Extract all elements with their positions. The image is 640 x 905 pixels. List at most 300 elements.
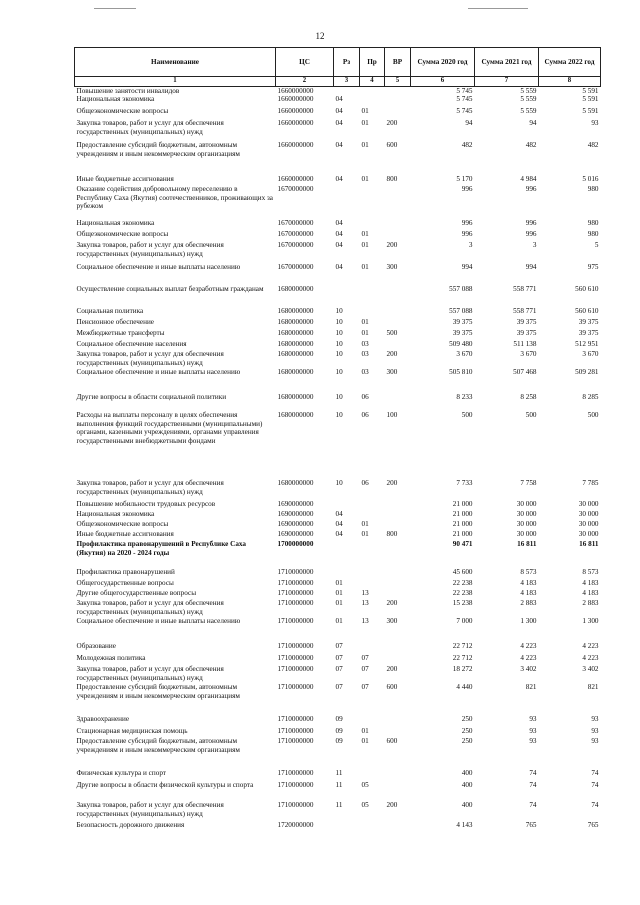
header-sum-2021: Сумма 2021 год	[475, 48, 539, 77]
row-pr-code: 07	[361, 665, 369, 674]
table-row	[75, 715, 601, 727]
row-vr-code: 200	[386, 801, 398, 810]
row-sum-2021: 3 402	[520, 665, 537, 674]
row-rz-code: 10	[335, 350, 343, 359]
row-cs-code: 1680000000	[277, 479, 314, 488]
row-vr-code	[385, 307, 411, 318]
row-pr-code: 13	[361, 599, 369, 608]
row-name: Закупка товаров, работ и услуг для обеспечения государственных (муниципальных) нужд	[76, 665, 224, 682]
row-sum-2022: 93	[591, 119, 599, 128]
row-rz-code: 01	[335, 599, 343, 608]
row-name: Образование	[76, 642, 116, 651]
row-name: Закупка товаров, работ и услуг для обеспечения государственных (муниципальных) нужд	[76, 241, 224, 258]
row-cs-code: 1710000000	[277, 568, 314, 577]
row-cs-code: 1700000000	[277, 540, 314, 549]
row-cs-code: 1710000000	[277, 801, 314, 810]
row-vr-code: 100	[386, 411, 398, 420]
row-cs-code: 1710000000	[277, 727, 314, 736]
row-cs-code: 1670000000	[277, 185, 314, 194]
row-name: Стационарная медицинская помощь	[76, 727, 188, 736]
row-vr-code: 200	[386, 599, 398, 608]
row-vr-code	[385, 86, 411, 95]
row-sum-2020: 557 088	[449, 307, 473, 316]
row-rz-code: 10	[335, 318, 343, 327]
row-rz-code: 09	[335, 737, 343, 746]
header-cs: ЦС	[276, 48, 334, 77]
row-name: Другие вопросы в области социальной политики	[76, 393, 227, 402]
row-name: Национальная экономика	[76, 219, 155, 228]
row-pr-code	[360, 86, 385, 95]
row-name: Молодежная политика	[76, 654, 146, 663]
row-sum-2022: 975	[587, 263, 599, 272]
row-vr-code	[385, 285, 411, 307]
row-cs-code: 1710000000	[277, 737, 314, 746]
table-row	[75, 393, 601, 411]
row-rz-code: 10	[335, 479, 343, 488]
row-rz-code: 01	[335, 579, 343, 588]
row-sum-2020: 996	[461, 185, 473, 194]
row-sum-2022: 5 591	[582, 86, 599, 95]
row-pr-code	[360, 285, 385, 307]
row-cs-code: 1670000000	[277, 241, 314, 250]
row-rz-code: 10	[335, 411, 343, 420]
table-row	[75, 530, 601, 540]
row-sum-2022: 8 285	[582, 393, 599, 402]
row-rz-code: 11	[335, 769, 343, 778]
table-row	[75, 329, 601, 340]
row-pr-code: 01	[361, 230, 369, 239]
row-cs-code: 1680000000	[277, 368, 314, 377]
row-rz-code: 04	[335, 263, 343, 272]
row-sum-2021: 8 573	[520, 568, 537, 577]
table-row	[75, 340, 601, 350]
row-rz-code	[334, 540, 360, 568]
row-sum-2022: 93	[591, 715, 599, 724]
row-sum-2021: 821	[525, 683, 537, 692]
row-cs-code: 1660000000	[277, 86, 314, 95]
table-row	[75, 579, 601, 589]
row-cs-code: 1670000000	[277, 263, 314, 272]
row-sum-2020: 90 471	[452, 540, 473, 549]
row-sum-2022: 7 785	[582, 479, 599, 488]
row-sum-2021: 996	[525, 230, 537, 239]
column-number: 6	[411, 77, 475, 87]
row-cs-code: 1680000000	[277, 393, 314, 402]
row-sum-2022: 8 573	[582, 568, 599, 577]
row-sum-2020: 557 088	[449, 285, 473, 294]
row-pr-code	[360, 715, 385, 727]
row-sum-2022: 39 375	[578, 329, 599, 338]
row-pr-code	[360, 219, 385, 230]
row-sum-2021: 765	[525, 821, 537, 830]
row-sum-2021: 30 000	[516, 530, 537, 539]
row-sum-2022: 980	[587, 230, 599, 239]
row-rz-code	[334, 568, 360, 579]
row-sum-2020: 21 000	[452, 530, 473, 539]
row-vr-code: 600	[386, 737, 398, 746]
row-sum-2020: 4 143	[456, 821, 473, 830]
row-vr-code	[385, 715, 411, 727]
row-name: Социальное обеспечение населения	[76, 340, 187, 349]
row-cs-code: 1680000000	[277, 318, 314, 327]
row-pr-code	[360, 500, 385, 510]
row-cs-code: 1710000000	[277, 579, 314, 588]
row-cs-code: 1660000000	[277, 175, 314, 184]
row-vr-code	[385, 642, 411, 654]
row-sum-2021: 4 183	[520, 589, 537, 598]
row-rz-code: 10	[335, 307, 343, 316]
row-pr-code: 03	[361, 340, 369, 349]
row-name: Общеэкономические вопросы	[76, 107, 169, 116]
row-name: Закупка товаров, работ и услуг для обеспечения государственных (муниципальных) нужд	[76, 599, 224, 616]
row-sum-2022: 500	[587, 411, 599, 420]
table-row	[75, 540, 601, 568]
row-vr-code	[385, 654, 411, 665]
row-cs-code: 1680000000	[277, 411, 314, 420]
row-name: Закупка товаров, работ и услуг для обеспечения государственных (муниципальных) нужд	[76, 801, 224, 818]
row-sum-2020: 22 712	[452, 654, 473, 663]
row-vr-code: 200	[386, 119, 398, 128]
row-vr-code: 300	[386, 368, 398, 377]
column-number: 3	[334, 77, 360, 87]
table-row	[75, 683, 601, 715]
row-vr-code	[385, 230, 411, 241]
row-name: Другие вопросы в области физической культуры и спорта	[76, 781, 254, 790]
row-pr-code: 06	[361, 411, 369, 420]
row-pr-code: 01	[361, 241, 369, 250]
row-pr-code	[360, 568, 385, 579]
table-body	[75, 86, 601, 831]
row-sum-2022: 509 281	[575, 368, 599, 377]
row-cs-code: 1660000000	[277, 95, 314, 104]
row-pr-code: 03	[361, 350, 369, 359]
row-cs-code: 1690000000	[277, 520, 314, 529]
table-row	[75, 241, 601, 263]
row-name: Расходы на выплаты персоналу в целях обеспечения выполнения функций государственными (муниципальными) органами, казенными учреждениями, органами управления государственными внебюджетными фондами	[76, 411, 263, 445]
row-sum-2022: 980	[587, 185, 599, 194]
row-sum-2020: 509 480	[449, 340, 473, 349]
row-name: Здравоохранение	[76, 715, 130, 724]
row-sum-2021: 93	[529, 737, 537, 746]
row-cs-code: 1680000000	[277, 340, 314, 349]
row-pr-code	[360, 821, 385, 831]
row-sum-2021: 500	[525, 411, 537, 420]
row-sum-2022: 1 300	[582, 617, 599, 626]
row-sum-2021: 74	[529, 781, 537, 790]
row-rz-code: 10	[335, 393, 343, 402]
row-pr-code: 01	[361, 520, 369, 529]
table-row	[75, 107, 601, 119]
row-cs-code: 1710000000	[277, 769, 314, 778]
row-rz-code: 04	[335, 230, 343, 239]
row-sum-2022: 765	[587, 821, 599, 830]
table-row	[75, 769, 601, 781]
row-sum-2021: 4 223	[520, 642, 537, 651]
table-row	[75, 185, 601, 219]
column-number: 5	[385, 77, 411, 87]
row-vr-code	[385, 510, 411, 520]
row-cs-code: 1660000000	[277, 141, 314, 150]
row-pr-code	[360, 307, 385, 318]
page-number: 12	[315, 31, 325, 41]
row-pr-code	[360, 769, 385, 781]
row-sum-2020: 400	[461, 781, 473, 790]
table-row	[75, 219, 601, 230]
table-row	[75, 510, 601, 520]
row-rz-code: 01	[335, 589, 343, 598]
row-pr-code: 05	[361, 801, 369, 810]
table-row	[75, 411, 601, 479]
row-name: Осуществление социальных выплат безработным гражданам	[76, 285, 264, 294]
row-vr-code	[385, 219, 411, 230]
table-row	[75, 654, 601, 665]
row-vr-code: 200	[386, 350, 398, 359]
table-row	[75, 599, 601, 617]
row-name: Предоставление субсидий бюджетным, автономным учреждениям и иным некоммерческим организациям	[76, 683, 240, 700]
row-sum-2021: 93	[529, 727, 537, 736]
row-pr-code	[360, 642, 385, 654]
row-pr-code: 01	[361, 318, 369, 327]
row-sum-2021: 996	[525, 219, 537, 228]
table-row	[75, 95, 601, 107]
row-pr-code: 01	[361, 727, 369, 736]
row-vr-code	[385, 393, 411, 411]
row-sum-2022: 39 375	[578, 318, 599, 327]
row-pr-code: 13	[361, 617, 369, 626]
table-row	[75, 263, 601, 285]
budget-table	[74, 47, 601, 831]
table-row	[75, 737, 601, 769]
row-rz-code: 04	[335, 520, 343, 529]
row-rz-code: 04	[335, 510, 343, 519]
row-name: Предоставление субсидий бюджетным, автономным учреждениям и иным некоммерческим организациям	[76, 737, 240, 754]
row-sum-2020: 482	[461, 141, 473, 150]
row-sum-2020: 22 712	[452, 642, 473, 651]
row-cs-code: 1680000000	[277, 285, 314, 294]
row-sum-2021: 482	[525, 141, 537, 150]
row-rz-code	[334, 86, 360, 95]
row-name: Предоставление субсидий бюджетным, автономным учреждениям и иным некоммерческим организациям	[76, 141, 240, 158]
row-sum-2021: 5 559	[520, 107, 537, 116]
table-row	[75, 642, 601, 654]
row-sum-2020: 400	[461, 801, 473, 810]
row-pr-code	[360, 579, 385, 589]
row-sum-2020: 994	[461, 263, 473, 272]
row-cs-code: 1720000000	[277, 821, 314, 830]
row-pr-code: 06	[361, 479, 369, 488]
row-pr-code: 01	[361, 141, 369, 150]
table-row	[75, 727, 601, 737]
row-name: Общеэкономические вопросы	[76, 520, 169, 529]
row-pr-code: 01	[361, 530, 369, 539]
row-rz-code: 04	[335, 241, 343, 250]
row-vr-code: 200	[386, 241, 398, 250]
row-sum-2022: 3 402	[582, 665, 599, 674]
table-row	[75, 86, 601, 95]
row-vr-code	[385, 95, 411, 107]
row-sum-2020: 996	[461, 219, 473, 228]
row-rz-code	[334, 500, 360, 510]
row-sum-2021: 74	[529, 801, 537, 810]
row-sum-2022: 4 223	[582, 642, 599, 651]
row-name: Закупка товаров, работ и услуг для обеспечения государственных (муниципальных) нужд	[76, 350, 224, 367]
row-rz-code: 04	[335, 107, 343, 116]
row-rz-code: 07	[335, 654, 343, 663]
row-name: Другие общегосударственные вопросы	[76, 589, 197, 598]
header-sum-2020: Сумма 2020 год	[411, 48, 475, 77]
table-row	[75, 568, 601, 579]
row-name: Профилактика правонарушений в Республике Саха (Якутия) на 2020 - 2024 годы	[76, 540, 247, 557]
row-name: Физическая культура и спорт	[76, 769, 166, 778]
row-vr-code	[385, 568, 411, 579]
row-cs-code: 1710000000	[277, 617, 314, 626]
row-vr-code	[385, 821, 411, 831]
row-vr-code: 300	[386, 617, 398, 626]
row-pr-code: 05	[361, 781, 369, 790]
table-row	[75, 821, 601, 831]
row-sum-2021: 93	[529, 715, 537, 724]
row-vr-code	[385, 769, 411, 781]
row-rz-code: 04	[335, 175, 343, 184]
row-sum-2022: 2 883	[582, 599, 599, 608]
row-sum-2021: 39 375	[516, 329, 537, 338]
row-cs-code: 1670000000	[277, 230, 314, 239]
row-rz-code: 04	[335, 219, 343, 228]
row-vr-code	[385, 340, 411, 350]
row-sum-2020: 21 000	[452, 500, 473, 509]
column-number: 1	[75, 77, 276, 87]
table-row	[75, 589, 601, 599]
row-pr-code: 07	[361, 654, 369, 663]
row-cs-code: 1660000000	[277, 119, 314, 128]
row-sum-2022: 30 000	[578, 530, 599, 539]
row-sum-2021: 4 183	[520, 579, 537, 588]
row-pr-code: 01	[361, 107, 369, 116]
row-name: Пенсионное обеспечение	[76, 318, 154, 327]
row-cs-code: 1680000000	[277, 307, 314, 316]
row-name: Межбюджетные трансферты	[76, 329, 165, 338]
row-sum-2022: 3 670	[582, 350, 599, 359]
row-sum-2021: 507 468	[513, 368, 537, 377]
header-vr: ВР	[385, 48, 411, 77]
row-sum-2022: 93	[591, 727, 599, 736]
scan-artifact	[94, 8, 136, 9]
row-cs-code: 1710000000	[277, 589, 314, 598]
row-name: Социальное обеспечение и иные выплаты населению	[76, 263, 241, 272]
column-number: 8	[539, 77, 601, 87]
row-sum-2022: 5	[594, 241, 599, 250]
table-row	[75, 175, 601, 185]
row-sum-2022: 74	[591, 801, 599, 810]
row-rz-code: 01	[335, 617, 343, 626]
row-pr-code	[360, 95, 385, 107]
row-cs-code: 1690000000	[277, 510, 314, 519]
table-row	[75, 230, 601, 241]
row-name: Социальное обеспечение и иные выплаты населению	[76, 617, 241, 626]
row-name: Закупка товаров, работ и услуг для обеспечения государственных (муниципальных) нужд	[76, 119, 224, 136]
row-sum-2021: 39 375	[516, 318, 537, 327]
table-row	[75, 479, 601, 500]
row-sum-2021: 30 000	[516, 520, 537, 529]
row-sum-2021: 511 138	[513, 340, 537, 349]
row-cs-code: 1670000000	[277, 219, 314, 228]
row-rz-code: 07	[335, 665, 343, 674]
row-sum-2021: 5 559	[520, 95, 537, 104]
row-sum-2022: 560 610	[575, 285, 599, 294]
row-sum-2020: 250	[461, 727, 473, 736]
row-sum-2020: 15 238	[452, 599, 473, 608]
row-vr-code: 200	[386, 479, 398, 488]
row-sum-2022: 5 591	[582, 95, 599, 104]
row-sum-2021: 3 670	[520, 350, 537, 359]
row-pr-code: 01	[361, 737, 369, 746]
row-sum-2021: 5 559	[520, 86, 537, 95]
row-rz-code: 04	[335, 530, 343, 539]
column-number: 7	[475, 77, 539, 87]
row-pr-code: 07	[361, 683, 369, 692]
row-sum-2020: 39 375	[452, 318, 473, 327]
row-sum-2020: 7 733	[456, 479, 473, 488]
row-vr-code	[385, 781, 411, 801]
row-sum-2022: 5 016	[582, 175, 599, 184]
row-rz-code: 09	[335, 715, 343, 724]
row-rz-code	[334, 285, 360, 307]
row-sum-2022: 4 183	[582, 579, 599, 588]
row-pr-code: 06	[361, 393, 369, 402]
row-sum-2022: 482	[587, 141, 599, 150]
row-rz-code: 07	[335, 683, 343, 692]
row-sum-2020: 250	[461, 737, 473, 746]
row-pr-code: 01	[361, 175, 369, 184]
row-sum-2022: 5 591	[582, 107, 599, 116]
row-sum-2021: 30 000	[516, 510, 537, 519]
row-name: Закупка товаров, работ и услуг для обеспечения государственных (муниципальных) нужд	[76, 479, 224, 496]
row-sum-2022: 821	[587, 683, 599, 692]
row-vr-code	[385, 500, 411, 510]
row-sum-2022: 30 000	[578, 500, 599, 509]
row-sum-2021: 996	[525, 185, 537, 194]
row-sum-2021: 94	[529, 119, 537, 128]
row-name: Национальная экономика	[76, 95, 155, 104]
row-pr-code: 01	[361, 329, 369, 338]
row-cs-code: 1710000000	[277, 599, 314, 608]
row-sum-2020: 505 810	[449, 368, 473, 377]
row-sum-2020: 18 272	[452, 665, 473, 674]
row-rz-code: 07	[335, 642, 343, 651]
table-row	[75, 665, 601, 683]
row-pr-code	[360, 510, 385, 520]
row-name: Социальная политика	[76, 307, 144, 316]
row-sum-2020: 39 375	[452, 329, 473, 338]
row-cs-code: 1710000000	[277, 665, 314, 674]
row-name: Повышение мобильности трудовых ресурсов	[76, 500, 216, 509]
row-rz-code: 04	[335, 141, 343, 150]
row-rz-code: 10	[335, 368, 343, 377]
row-sum-2020: 21 000	[452, 510, 473, 519]
table-row	[75, 368, 601, 393]
row-rz-code: 10	[335, 329, 343, 338]
row-cs-code: 1690000000	[277, 530, 314, 539]
row-cs-code: 1660000000	[277, 107, 314, 116]
table-row	[75, 307, 601, 318]
row-sum-2020: 500	[461, 411, 473, 420]
row-name: Иные бюджетные ассигнования	[76, 530, 174, 539]
row-sum-2021: 3	[532, 241, 537, 250]
row-sum-2020: 45 600	[452, 568, 473, 577]
row-rz-code	[334, 821, 360, 831]
header-name: Наименование	[75, 48, 276, 77]
row-pr-code: 01	[361, 119, 369, 128]
